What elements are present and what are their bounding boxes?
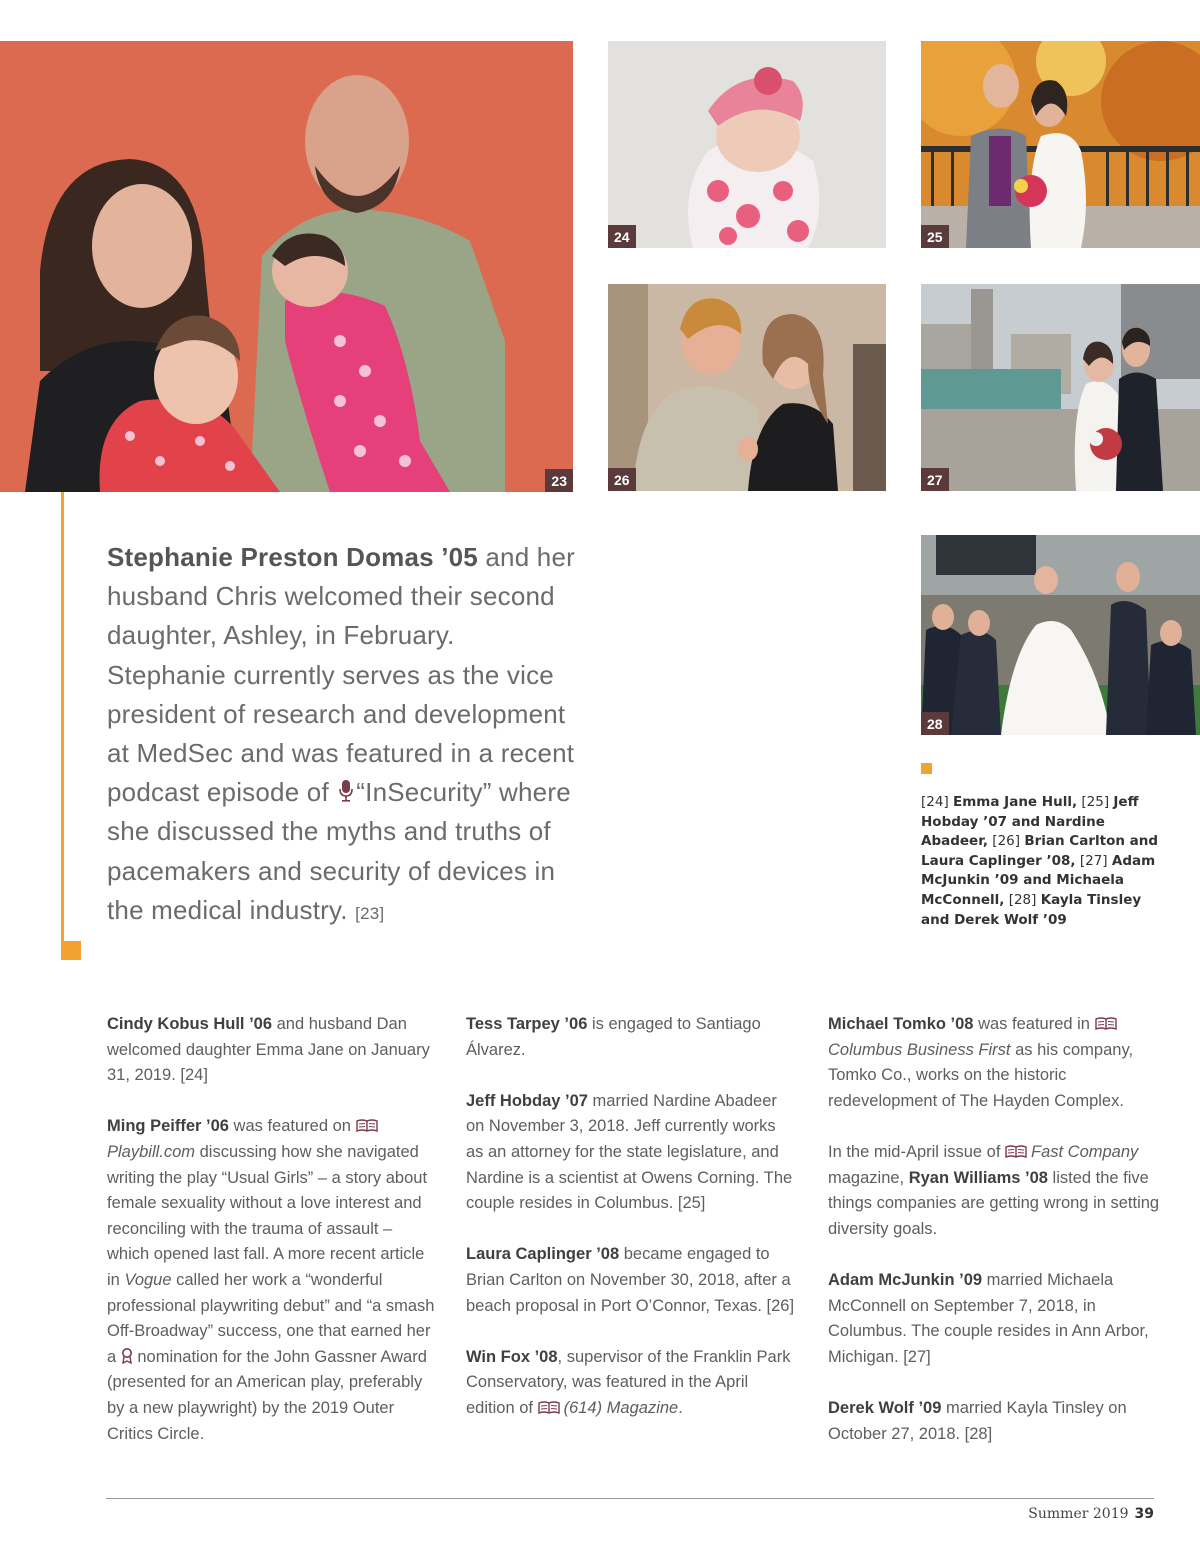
alum-name: Michael Tomko ’08 <box>828 1015 974 1033</box>
alum-name: Adam McJunkin ’09 <box>828 1270 983 1289</box>
caption-ref: [28] <box>1008 891 1037 908</box>
note-text: In the mid-April issue of <box>828 1142 1005 1161</box>
photo-number-badge: 25 <box>921 225 949 248</box>
caption-names: Kayla Tinsley and Derek Wolf ’09 <box>921 891 1142 928</box>
alum-name: Win Fox ’08 <box>466 1347 558 1366</box>
note-text: married Nardine Abadeer on November 3, 2018. Jeff currently works as an attorney for the state legislature, and Nardine is a scientist at Owens Corning. The couple resides in Columbus. [25] <box>466 1091 793 1213</box>
photo-number-badge: 28 <box>921 712 949 735</box>
caption-names: Emma Jane Hull, <box>953 794 1078 810</box>
accent-rule <box>61 492 64 960</box>
note-text: married Michaela McConnell on September 7, 2018, in Columbus. The couple resides in Ann Arbor, Michigan. [27] <box>828 1270 1149 1366</box>
photo-number-badge: 27 <box>921 468 949 491</box>
accent-square <box>61 941 81 960</box>
lead-text-b: where she discussed the myths and truths of pacemakers and security of devices in the medical industry. <box>107 777 571 925</box>
alum-name: Ryan Williams ’08 <box>908 1168 1048 1187</box>
open-book-icon <box>356 1119 378 1132</box>
note-text: was featured in <box>973 1015 1095 1033</box>
note-williams <box>828 1140 1163 1242</box>
note-text: , supervisor of the Franklin Park Conservatory, was featured in the April edition of <box>466 1347 791 1417</box>
engagement-photo-image <box>608 284 886 491</box>
note-text: called her work a “wonderful professional playwriting debut” and “a smash Off-Broadway” success, one that earned her a <box>107 1270 435 1366</box>
page-number: 39 <box>1134 1506 1154 1522</box>
photo-caption <box>921 793 1161 930</box>
open-book-icon <box>1005 1145 1027 1158</box>
caption-ref: [27] <box>1079 852 1108 869</box>
alum-name: Derek Wolf ’09 <box>828 1398 942 1417</box>
lead-name: Stephanie Preston Domas ’05 <box>107 542 478 572</box>
column-1 <box>107 1012 437 1473</box>
caption-names: Brian Carlton and Laura Caplinger ’08, <box>921 833 1159 869</box>
column-2 <box>466 1012 796 1447</box>
photo-number-badge: 23 <box>545 469 573 492</box>
note-text: listed the five things companies are getting wrong in setting diversity goals. <box>828 1168 1160 1238</box>
note-text: is engaged to Santiago Álvarez. <box>466 1015 761 1059</box>
alum-name: Laura Caplinger ’08 <box>466 1245 620 1264</box>
photo-number-badge: 26 <box>608 468 636 491</box>
caption-ref: [26] <box>992 833 1021 850</box>
note-text: discussing how she navigated writing the play “Usual Girls” – a story about female sexuality without a love interest and reconciling with the trauma of assault – which opened last fall. A more recent article in <box>107 1142 428 1289</box>
wedding-photo-image <box>921 41 1200 248</box>
note-hull <box>107 1012 437 1089</box>
publication-name: Playbill.com <box>107 1142 196 1161</box>
note-tarpey <box>466 1012 796 1063</box>
photo-number-badge: 24 <box>608 225 636 248</box>
photo-mcjunkin-mcconnell-wedding <box>921 284 1200 491</box>
note-text: married Kayla Tinsley on October 27, 2018. [28] <box>828 1398 1127 1443</box>
stadium-wedding-photo-image <box>921 535 1200 735</box>
note-caplinger <box>466 1242 796 1319</box>
open-book-icon <box>538 1401 560 1414</box>
note-text: nomination for the John Gassner Award (presented for an American play, preferably by a new playwright) by the 2019 Outer Critics Circle. <box>107 1347 427 1443</box>
award-ribbon-icon <box>121 1348 133 1364</box>
alum-name: Tess Tarpey ’06 <box>466 1015 588 1033</box>
photo-domas-family <box>0 41 573 492</box>
caption-ref: [25] <box>1081 794 1110 810</box>
photo-hobday-abadeer-wedding <box>921 41 1200 248</box>
note-peiffer <box>107 1114 437 1447</box>
note-tomko <box>828 1012 1163 1114</box>
family-photo-image <box>0 41 573 492</box>
photo-tinsley-wolf-wedding <box>921 535 1200 735</box>
note-text: as his company, Tomko Co., works on the historic redevelopment of The Hayden Complex. <box>828 1040 1134 1110</box>
page-footer <box>1028 1506 1154 1522</box>
photo-emma-jane-hull <box>608 41 886 248</box>
column-3 <box>828 1012 1163 1473</box>
publication-name: Vogue <box>124 1270 172 1289</box>
city-wedding-photo-image <box>921 284 1200 491</box>
caption-names: Adam McJunkin ’09 and Michaela McConnell, <box>921 852 1156 908</box>
microphone-icon <box>336 777 356 807</box>
open-book-icon <box>1095 1017 1117 1030</box>
publication-name: Columbus Business First <box>828 1040 1011 1059</box>
lead-ref: [23] <box>355 903 385 923</box>
baby-photo-image <box>608 41 886 248</box>
publication-name: Fast Company <box>1031 1142 1139 1161</box>
footer-rule <box>106 1498 1154 1499</box>
note-text: . <box>678 1398 683 1417</box>
note-text: and husband Dan welcomed daughter Emma Jane on January 31, 2019. [24] <box>107 1015 430 1085</box>
note-text: became engaged to Brian Carlton on November 30, 2018, after a beach proposal in Port O’Connor, Texas. [26] <box>466 1245 795 1315</box>
note-text: was featured on <box>228 1117 356 1136</box>
caption-names: Jeff Hobday ’07 and Nardine Abadeer, <box>921 794 1139 850</box>
lead-text-a: and her husband Chris welcomed their second daughter, Ashley, in February. Stephanie currently serves as the vice president of research and development at MedSec and was featured in a recent podcast episode of <box>107 542 575 808</box>
podcast-title: “InSecurity” <box>356 777 492 808</box>
lead-story <box>107 538 577 933</box>
issue-label: Summer 2019 <box>1028 1506 1129 1522</box>
alum-name: Jeff Hobday ’07 <box>466 1091 588 1110</box>
note-mcjunkin <box>828 1268 1163 1370</box>
publication-name: (614) Magazine <box>563 1398 679 1417</box>
caption-ref: [24] <box>921 794 949 810</box>
alum-name: Cindy Kobus Hull ’06 <box>107 1015 273 1033</box>
caption-accent-square <box>921 763 932 774</box>
photo-carlton-caplinger-engagement <box>608 284 886 491</box>
note-wolf <box>828 1396 1163 1447</box>
note-fox <box>466 1345 796 1422</box>
note-text: magazine, <box>828 1168 909 1187</box>
note-hobday <box>466 1089 796 1217</box>
alum-name: Ming Peiffer ’06 <box>107 1117 229 1136</box>
